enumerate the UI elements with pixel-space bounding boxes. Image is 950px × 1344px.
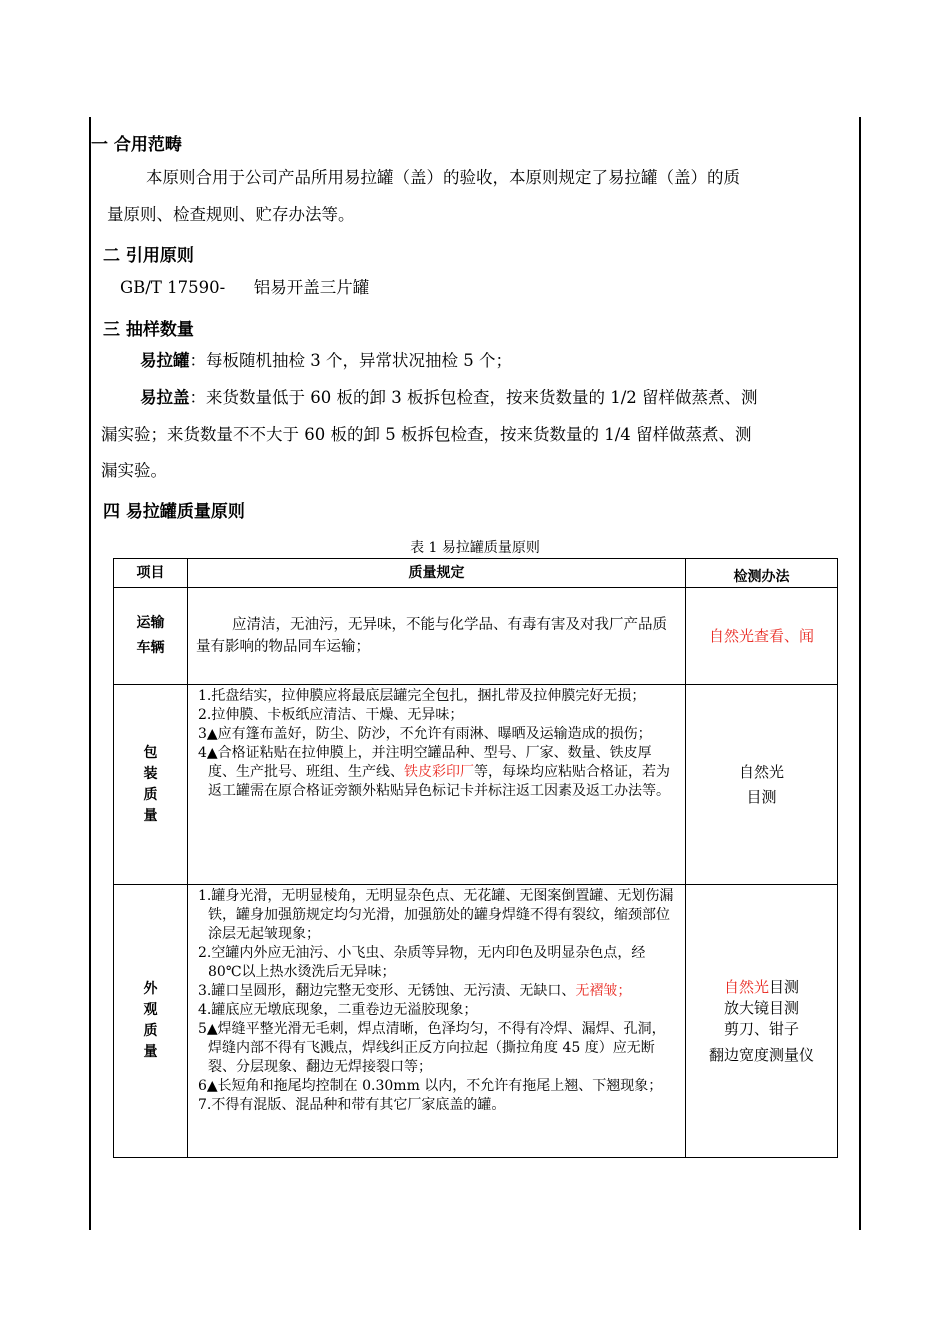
method-packaging-line2: 目测 [746, 787, 777, 806]
standard-name: 铝易开盖三片罐 [253, 278, 370, 297]
appearance-rule-3-text: 3.罐口呈圆形，翻边完整无变形、无锈蚀、无污渍、无缺口、 [198, 983, 576, 999]
packaging-rule: 1.托盘结实，拉伸膜应将最底层罐完全包扎，捆扎带及拉伸膜完好无损； [198, 688, 646, 704]
quality-table [113, 558, 838, 1158]
table-row-packaging [114, 685, 838, 885]
header-requirement: 质量规定 [188, 559, 686, 588]
lid-text-1: ：来货数量低于 60 板的卸 3 板拆包检查，按来货数量的 1/2 留样做蒸煮、测 [189, 388, 758, 407]
method-packaging-line1: 自然光 [738, 762, 784, 781]
method-packaging [686, 685, 838, 885]
method-appearance-highlight: 自然光 [723, 977, 769, 996]
table-row-appearance [114, 885, 838, 1158]
item-packaging [114, 685, 188, 885]
item-transport [114, 588, 188, 685]
packaging-rule-4-tail: 等，每垛均应粘贴合格证，若为返工罐需在原合格证旁额外粘贴异色标记卡并标注返工因素及返工办法等。 [208, 764, 670, 799]
item-packaging-char4: 量 [143, 807, 158, 824]
appearance-rule: 6▲长短角和拖尾均控制在 0.30mm 以内，不允许有拖尾上翘、下翘现象； [198, 1078, 663, 1094]
method-appearance-line1 [686, 977, 837, 998]
packaging-rule-4-text: 4▲合格证粘贴在拉伸膜上，并注明空罐品种、型号、厂家、数量、铁皮厚度、生产批号、班组、生产线、 [198, 745, 652, 780]
item-transport-line1: 运输 [136, 615, 165, 631]
appearance-rule-3-highlight: 无褶皱； [575, 983, 632, 999]
packaging-rule: 2.拉伸膜、卡板纸应清洁、干燥、无异味； [198, 707, 464, 723]
section-heading-scope: 一 合用范畴 [91, 135, 182, 155]
rule-transport: 应清洁，无油污，无异味，不能与化学品、有毒有害及对我厂产品质量有影响的物品同车运输； [188, 588, 686, 685]
table-row-transport [114, 588, 838, 685]
header-method: 检测办法 [686, 559, 838, 588]
method-appearance [686, 885, 838, 1158]
rules-appearance [188, 885, 686, 1158]
appearance-rule: 4.罐底应无墩底现象，二重卷边无溢胶现象； [198, 1002, 478, 1018]
header-item: 项目 [114, 559, 188, 588]
section-heading-reference: 二 引用原则 [103, 246, 194, 266]
sampling-lid-line3: 漏实验。 [101, 461, 167, 480]
method-appearance-line3: 剪刀、钳子 [723, 1019, 799, 1038]
rules-packaging [188, 685, 686, 885]
packaging-rule-4-highlight: 铁皮彩印厂 [404, 764, 474, 780]
left-border-line [89, 117, 91, 1230]
section-heading-quality: 四 易拉罐质量原则 [103, 502, 245, 522]
sampling-lid-line2: 漏实验；来货数量不不大于 60 板的卸 5 板拆包检查，按来货数量的 1/4 留样做蒸煮、测 [101, 425, 752, 444]
reference-standard [120, 269, 369, 306]
appearance-rule: 7.不得有混版、混品种和带有其它厂家底盖的罐。 [198, 1097, 506, 1113]
sampling-can-line [140, 342, 512, 379]
method-appearance-line4: 翻边宽度测量仪 [708, 1045, 814, 1064]
item-appearance [114, 885, 188, 1158]
item-packaging-char3: 质 [143, 786, 158, 803]
right-border-line [859, 117, 861, 1230]
appearance-rule: 2.空罐内外应无油污、小飞虫、杂质等异物，无内印色及明显杂色点，经 80℃以上热水烫洗后无异味； [198, 945, 646, 980]
appearance-rule: 5▲焊缝平整光滑无毛刺，焊点清晰，色泽均匀，不得有冷焊、漏焊、孔洞，焊缝内部不得有飞溅点，焊线纠正反方向拉起（撕拉角度 45 度）应无断裂、分层现象、翻边无焊接裂口等； [198, 1021, 666, 1075]
table-caption: 表 1 易拉罐质量原则 [410, 540, 540, 556]
appearance-rule-3 [198, 982, 679, 1001]
item-appearance-char2: 观 [143, 1002, 158, 1018]
sampling-lid-line1 [140, 379, 758, 416]
method-appearance-line2: 放大镜目测 [723, 998, 799, 1017]
standard-code: GB/T 17590- [120, 278, 226, 297]
section-heading-sampling: 三 抽样数量 [103, 320, 194, 340]
packaging-rule: 3▲应有篷布盖好，防尘、防沙，不允许有雨淋、曝晒及运输造成的损伤； [198, 726, 652, 742]
method-appearance-line1-rest: 目测 [769, 977, 800, 996]
method-transport: 自然光查看、闻 [686, 588, 838, 685]
lid-label: 易拉盖 [140, 388, 190, 407]
can-text: ：每板随机抽检 3 个，异常状况抽检 5 个； [189, 351, 512, 370]
table-header-row [114, 559, 838, 588]
item-packaging-char1: 包 [143, 744, 158, 761]
item-transport-line2: 车辆 [136, 640, 165, 656]
appearance-rule: 1.罐身光滑，无明显棱角，无明显杂色点、无花罐、无图案倒置罐、无划伤漏铁，罐身加强筋规定均匀光滑，加强筋处的罐身焊缝不得有裂纹，缩颈部位涂层无起皱现象； [198, 888, 674, 942]
scope-paragraph-line2: 量原则、检查规则、贮存办法等。 [107, 205, 355, 224]
can-label: 易拉罐 [140, 351, 190, 370]
item-appearance-char4: 量 [143, 1044, 158, 1060]
item-appearance-char1: 外 [143, 981, 158, 997]
item-packaging-char2: 装 [143, 765, 158, 782]
item-appearance-char3: 质 [143, 1023, 158, 1039]
packaging-rule-4 [198, 744, 679, 801]
scope-paragraph-line1: 本原则合用于公司产品所用易拉罐（盖）的验收，本原则规定了易拉罐（盖）的质 [146, 168, 740, 187]
